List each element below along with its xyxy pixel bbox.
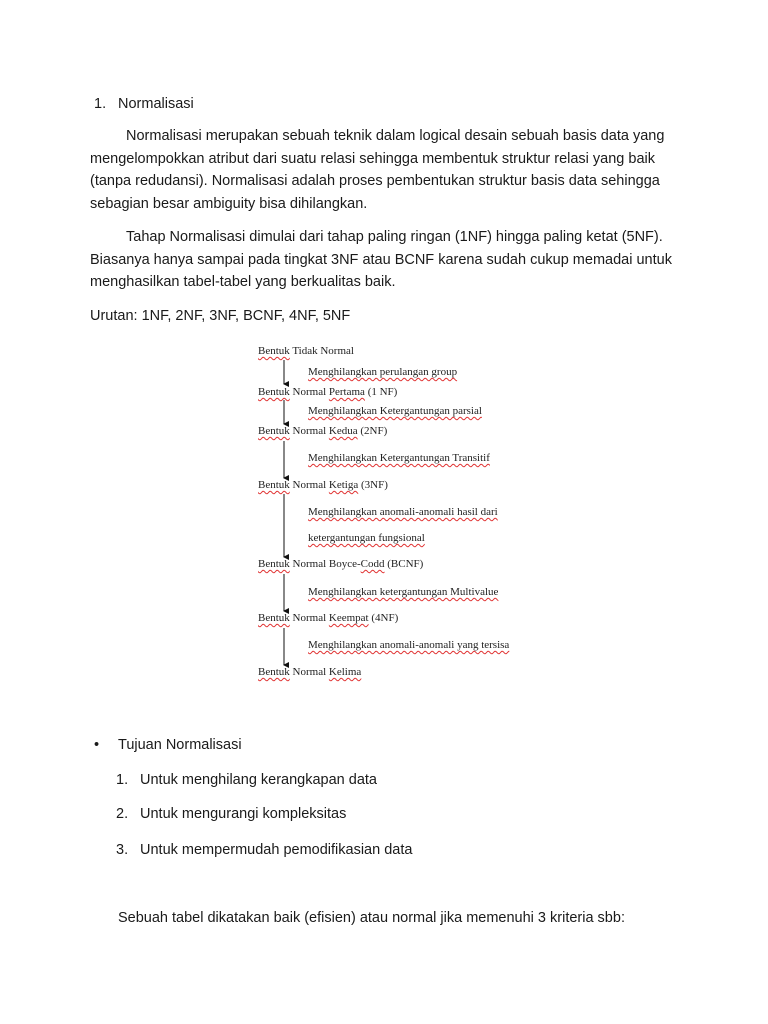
flow-step: Menghilangkan anomali-anomali hasil dari: [308, 506, 498, 518]
heading-number: 1.: [94, 96, 107, 112]
closing-sentence: Sebuah tabel dikatakan baik (efisien) atau normal jika memenuhi 3 kriteria sbb:: [118, 910, 625, 926]
list-item-number: 3.: [116, 842, 129, 858]
list-item: Untuk menghilang kerangkapan data: [140, 772, 377, 788]
list-item-number: 2.: [116, 806, 129, 822]
flow-form: Bentuk Normal Ketiga (3NF): [258, 479, 388, 491]
flow-step: Menghilangkan Ketergantungan Transitif: [308, 452, 490, 464]
flow-form: Bentuk Normal Keempat (4NF): [258, 612, 399, 624]
flow-step: Menghilangkan Ketergantungan parsial: [308, 405, 482, 417]
paragraph-definition: Normalisasi merupakan sebuah teknik dalam logical desain sebuah basis data yang mengelompokkan atribut dari suatu relasi sehingga membentuk struktur relasi yang baik (tanpa redudansi). Normalisasi adalah proses pembentukan struktur basis data sehingga sebagian besar ambiguity bisa dihilangkan.: [90, 128, 665, 212]
flow-form: Bentuk Normal Kedua (2NF): [258, 425, 388, 437]
bullet: •: [94, 737, 100, 753]
goals-title: Tujuan Normalisasi: [118, 737, 242, 753]
flow-step: ketergantungan fungsional: [308, 532, 425, 544]
flow-form: Bentuk Normal Pertama (1 NF): [258, 386, 398, 398]
flow-form: Bentuk Normal Kelima: [258, 666, 362, 678]
flow-step: Menghilangkan anomali-anomali yang tersisa: [308, 639, 510, 651]
flow-form: Bentuk Tidak Normal: [258, 345, 354, 357]
flow-step: Menghilangkan perulangan group: [308, 366, 458, 378]
list-item: Untuk mengurangi kompleksitas: [140, 806, 347, 822]
order-line: Urutan: 1NF, 2NF, 3NF, BCNF, 4NF, 5NF: [90, 308, 351, 324]
flow-step: Menghilangkan ketergantungan Multivalue: [308, 586, 499, 598]
page-title: Normalisasi: [118, 96, 194, 112]
paragraph-stages: Tahap Normalisasi dimulai dari tahap paling ringan (1NF) hingga paling ketat (5NF). Biasanya hanya sampai pada tingkat 3NF atau BCNF karena sudah cukup memadai untuk menghasilkan tabel-tabel yang berkualitas baik.: [90, 229, 672, 290]
list-item-number: 1.: [116, 772, 129, 788]
flow-form: Bentuk Normal Boyce-Codd (BCNF): [258, 558, 424, 570]
list-item: Untuk mempermudah pemodifikasian data: [140, 842, 413, 858]
